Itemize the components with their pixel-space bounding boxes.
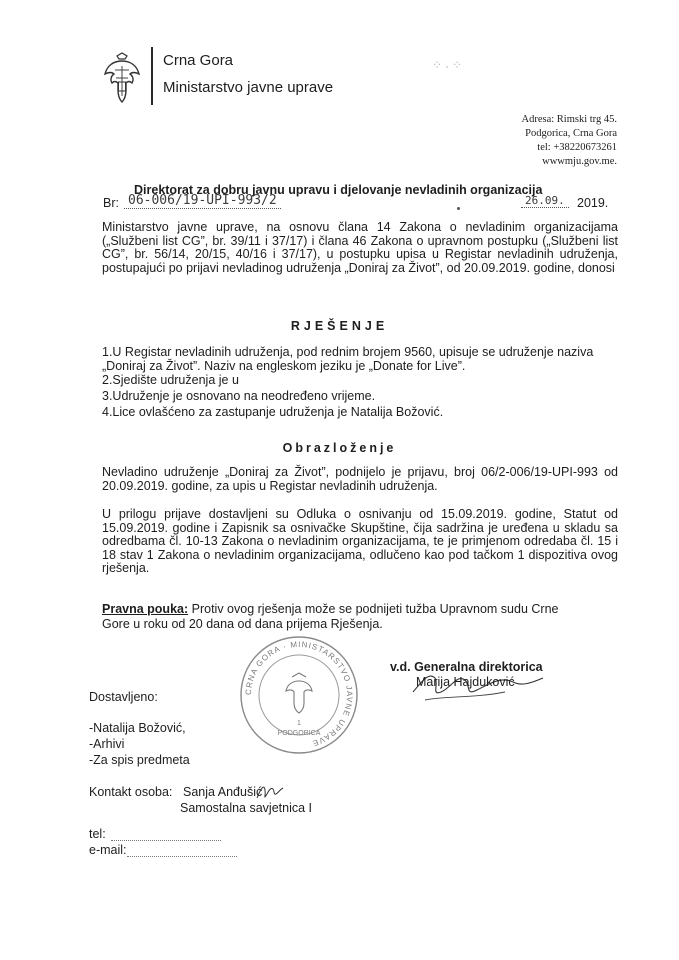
address-city: Podgorica, Crna Gora [525,128,617,139]
legal-notice-label: Pravna pouka: [102,602,189,616]
address-street: Adresa: Rimski trg 45. [521,114,617,125]
recipient-3: -Za spis predmeta [89,753,190,767]
decorative-mark: ⁘ ⸳ ⁘ [432,58,462,72]
ministry-name: Ministarstvo javne uprave [163,79,334,96]
recipient-1: -Natalija Božović, [89,721,186,735]
official-stamp [237,633,361,757]
reference-date: 26.09. [521,194,569,208]
brand-divider [151,47,153,105]
decision-item-3: 3.Udruženje je osnovano na neodređeno vrijeme. [102,389,376,403]
decision-item-2: 2.Sjedište udruženja je u [102,373,239,387]
reasoning-paragraph-2: U prilogu prijave dostavljeni su Odluka o osnivanju od 15.09.2019. godine, Statut od 15.09.2019. godine i Zapisnik sa osnivačke Skupštine, čija sadržina je uređena u skladu sa odredbama čl. 10-13 Zakona o nevladinim organizacijama, te je primjenom odredaba čl. 15 i 18 stav 1 Zakona o nevladinim organizacijama, odlučeno kao pod tačkom 1 dispozitiva ovog rješenja. [102,507,618,575]
recipient-2: -Arhivi [89,737,125,751]
stamp-number: 1 [297,720,301,727]
decision-item-1: 1.U Registar nevladinih udruženja, pod rednim brojem 9560, upisuje se udruženje naziva [102,345,594,359]
reference-label: Br: [103,196,119,210]
dot-mark [457,207,460,210]
address-web: wwwmju.gov.me. [542,156,617,167]
initials-scribble [255,780,285,802]
signatory-title: v.d. Generalna direktorica [390,660,543,674]
tel-line [111,839,221,841]
decision-item-4: 4.Lice ovlašćeno za zastupanje udruženja je Natalija Božović. [102,405,444,419]
reasoning-heading: Obrazloženje [282,441,397,455]
directorate-title: Direktorat za dobru javnu upravu i djelovanje nevladinih organizacija [134,183,543,197]
reasoning-paragraph-1: Nevladino udruženje „Doniraj za Život”, podnijelo je prijavu, broj 06/2-006/19-UPI-993 od 20.09.2019. godine, za upis u Registar nevladinih udruženja. [102,465,618,493]
stamp-city: PODGORICA [277,730,321,737]
legal-notice-line-1: Protiv ovog rješenja može se podnijeti tužba Upravnom sudu Crne [191,602,559,616]
decision-item-1-cont: „Doniraj za Život”. Naziv na engleskom jeziku je „Donate for Live”. [102,359,466,373]
signatory-name: Marija Hajduković [416,675,515,689]
country-name: Crna Gora [163,52,234,69]
intro-paragraph: Ministarstvo javne uprave, na osnovu člana 14 Zakona o nevladinim organizacijama („Službeni list CG”, br. 39/11 i 37/17) i člana 46 Zakona o upravnom postupku („Službeni list CG”, br. 56/14, 20/15, 40/16 i 37/17), u postupku upisa u Registar nevladinih udruženja, postupajući po prijavi nevladinog udruženja „Doniraj za Život”, od 20.09.2019. godine, donosi [102,220,618,275]
reference-year: 2019. [577,196,609,210]
legal-notice [102,602,558,616]
contact-position: Samostalna savjetnica I [180,801,313,815]
contact-name: Sanja Anđušić [183,785,263,799]
address-phone: tel: +38220673261 [537,142,617,153]
stamp-text: CRNA GORA · MINISTARSTVO JAVNE UPRAVE [243,639,355,749]
delivered-label: Dostavljeno: [89,690,158,704]
legal-notice-line-2: Gore u roku od 20 dana od dana prijema Rješenja. [102,617,383,631]
tel-label: tel: [89,827,106,841]
decision-heading: RJEŠENJE [290,319,389,333]
reference-number: 06-006/19-UPI-993/2 [124,193,281,209]
email-label: e-mail: [89,843,127,857]
email-line [127,855,237,857]
contact-label: Kontakt osoba: [89,785,173,799]
coat-of-arms-icon [103,52,141,104]
